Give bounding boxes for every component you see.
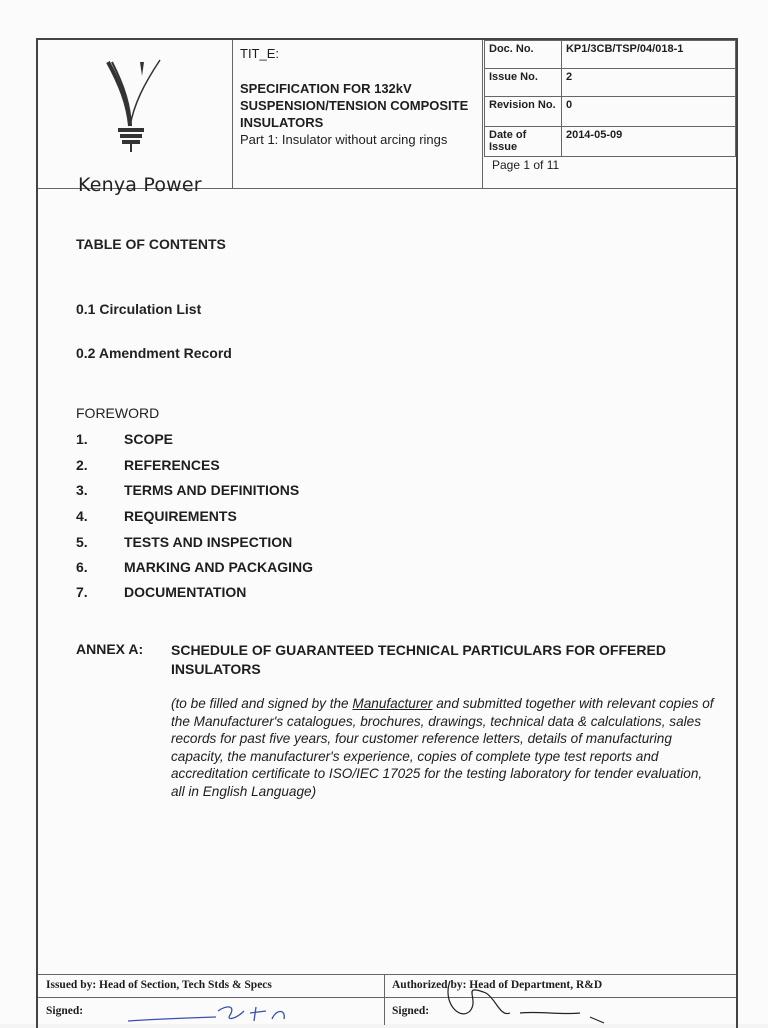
annex-note [171, 695, 716, 801]
logo-cell [38, 40, 233, 196]
footer-divider [38, 997, 736, 998]
toc-heading: TABLE OF CONTENTS [76, 236, 226, 252]
meta-value: 2 [561, 69, 735, 97]
meta-value: 2014-05-09 [561, 127, 735, 157]
brand-name: Kenya Power [78, 174, 202, 196]
meta-table [484, 40, 736, 157]
toc-amendment-record: 0.2 Amendment Record [76, 345, 232, 361]
signed-right-label: Signed: [392, 1005, 430, 1017]
document-meta [484, 40, 736, 188]
title-cell [234, 40, 483, 188]
title-label: TIT_E: [240, 46, 280, 61]
toc-item-references: REFERENCES [124, 457, 220, 473]
kenya-power-logo-icon [100, 54, 170, 154]
toc-item-number: 6. [76, 559, 88, 575]
meta-key: Revision No. [485, 97, 562, 127]
meta-key: Issue No. [485, 69, 562, 97]
page-number: Page 1 of 11 [492, 158, 560, 172]
annex-label: ANNEX A: [76, 641, 144, 657]
annex-title: SCHEDULE OF GUARANTEED TECHNICAL PARTICULARS FOR OFFERED INSULATORS [171, 642, 666, 677]
toc-item-scope: SCOPE [124, 431, 174, 447]
document-footer [38, 974, 736, 1025]
toc-foreword: FOREWORD [76, 405, 160, 421]
toc-item-documentation: DOCUMENTATION [124, 584, 247, 600]
annex-note-post: and submitted together with relevant copies of the Manufacturer's catalogues, brochures, drawings, technical data & calculations, sales records for past five years, four customer reference letters, details of manufacturing capacity, the manufacturer's experience, copies of complete type test reports and accreditation certificate to ISO/IEC 17025 for the testing laboratory for tender evaluation, all in English Language) [171, 696, 714, 799]
toc-item-tests: TESTS AND INSPECTION [124, 534, 293, 550]
toc-item-number: 3. [76, 482, 88, 498]
annex-note-pre: (to be filled and signed by the [171, 696, 353, 711]
signature-right-icon [440, 973, 620, 1025]
document-header [38, 40, 736, 196]
document-title: SPECIFICATION FOR 132kV SUSPENSION/TENSION COMPOSITE INSULATORS [240, 81, 469, 130]
toc-item-number: 4. [76, 508, 88, 524]
toc-item-marking: MARKING AND PACKAGING [124, 559, 313, 575]
toc-circulation-list: 0.1 Circulation List [76, 301, 202, 317]
meta-value: KP1/3CB/TSP/04/018-1 [561, 41, 735, 69]
toc-item-number: 1. [76, 431, 88, 447]
toc-item-requirements: REQUIREMENTS [124, 508, 237, 524]
authorized-by: Authorized by: Head of Department, R&D [392, 979, 603, 991]
toc-item-terms: TERMS AND DEFINITIONS [124, 482, 300, 498]
manufacturer-term: Manufacturer [352, 696, 433, 711]
toc-item-number: 2. [76, 457, 88, 473]
meta-key: Date of Issue [485, 127, 562, 157]
signed-left-label: Signed: [46, 1005, 84, 1017]
meta-value: 0 [561, 97, 735, 127]
toc-item-number: 7. [76, 584, 88, 600]
signature-left-icon [126, 1001, 306, 1025]
meta-key: Doc. No. [485, 41, 562, 69]
issued-by: Issued by: Head of Section, Tech Stds & Specs [46, 979, 272, 991]
document-subtitle: Part 1: Insulator without arcing rings [240, 132, 448, 147]
toc-item-number: 5. [76, 534, 88, 550]
